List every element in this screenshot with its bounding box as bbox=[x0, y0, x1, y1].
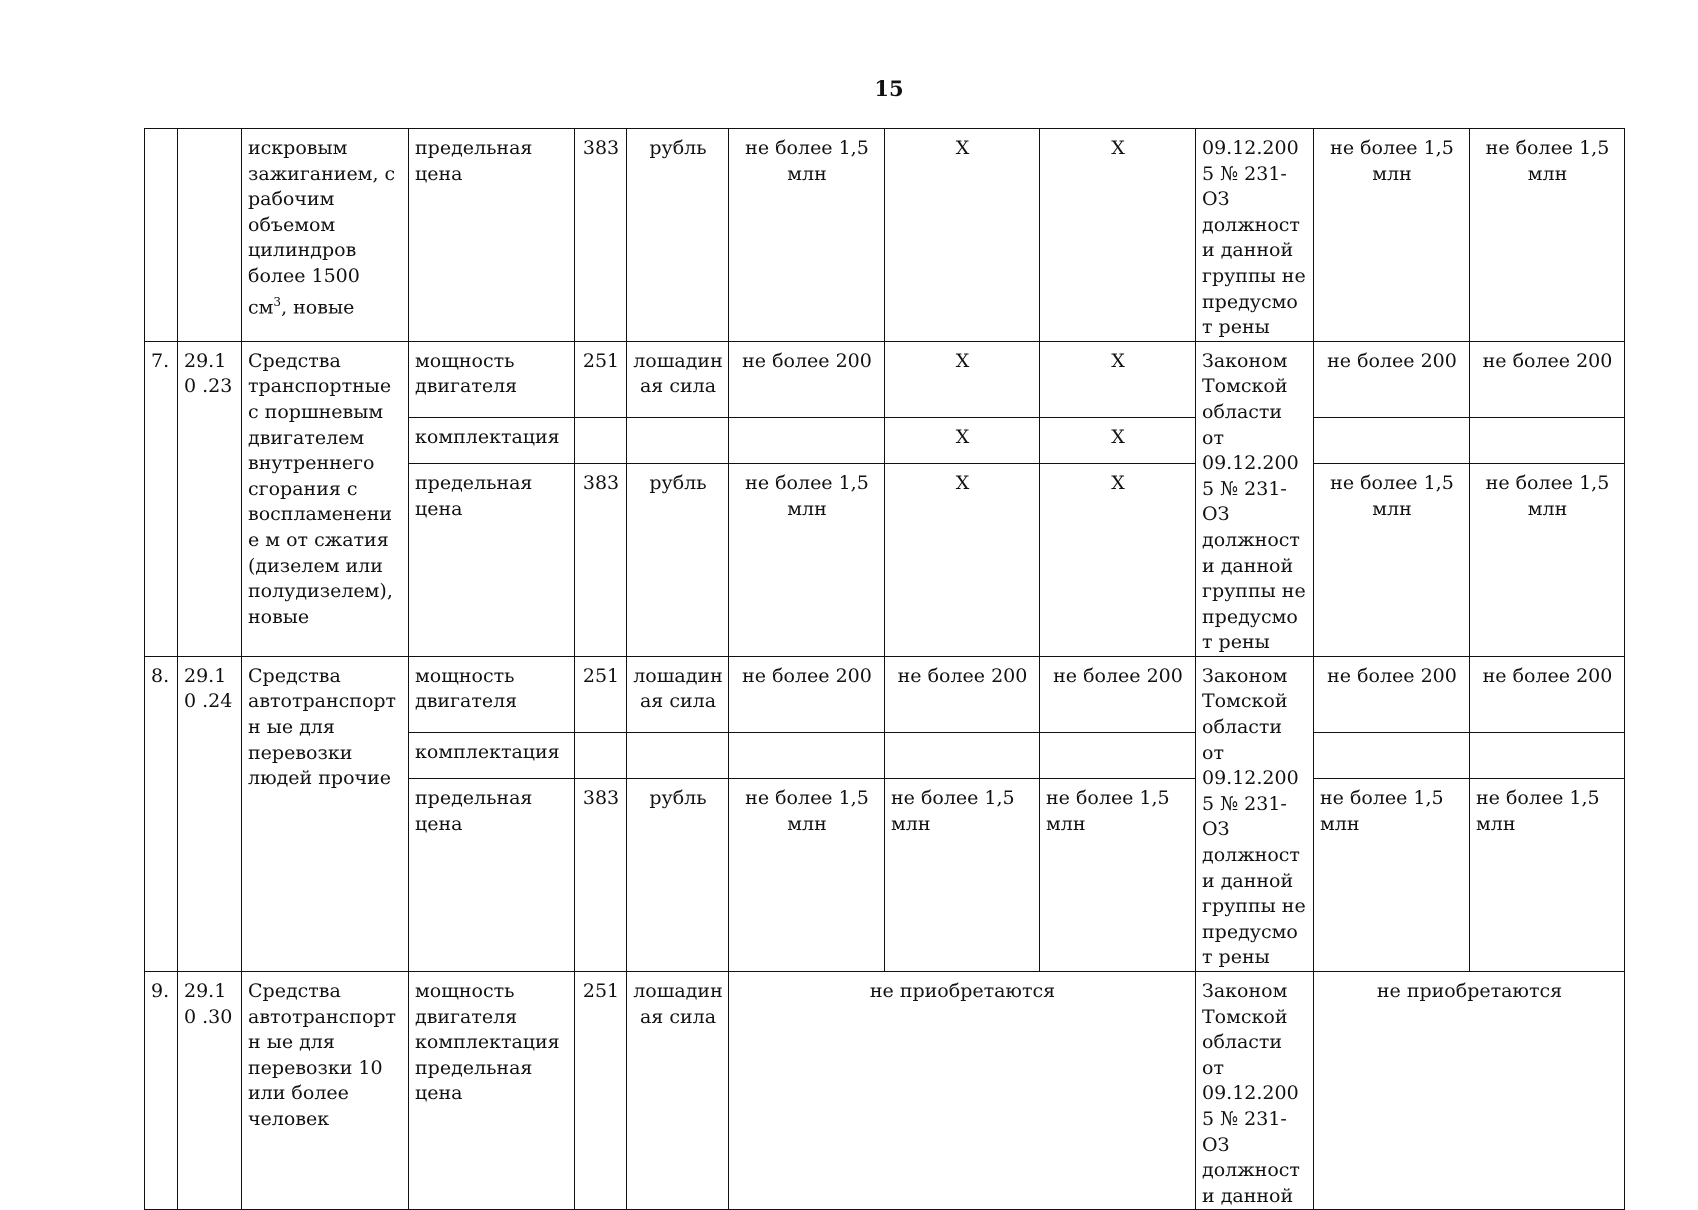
table-row bbox=[145, 656, 1625, 732]
value-cell bbox=[1314, 732, 1470, 778]
not-purchased-cell: не приобретаются bbox=[1314, 972, 1625, 1210]
requirements-table bbox=[144, 128, 1625, 1210]
legal-basis-cell: Законом Томской области от 09.12.2005 № 231-ОЗ должности данной группы не предусмот рены bbox=[1196, 656, 1314, 971]
legal-basis-cell: 09.12.2005 № 231-ОЗ должности данной группы не предусмот рены bbox=[1196, 129, 1314, 342]
item-name-cell: Средства автотранспортн ые для перевозки 10 или более человек bbox=[242, 972, 409, 1210]
value-cell: не более 200 bbox=[885, 656, 1040, 732]
legal-basis-cell: Законом Томской области от 09.12.2005 № 231-ОЗ должности данной bbox=[1196, 972, 1314, 1210]
characteristic-cell: мощность двигателя комплектация предельная цена bbox=[409, 972, 575, 1210]
okei-code-cell: 383 bbox=[575, 129, 627, 342]
okpd-code-cell: 29.10 .23 bbox=[178, 341, 242, 656]
okei-code-cell: 383 bbox=[575, 464, 627, 657]
value-cell: не более 1,5 млн bbox=[1040, 779, 1196, 972]
characteristic-cell: предельная цена bbox=[409, 129, 575, 342]
value-cell bbox=[729, 417, 885, 463]
value-cell: не более 200 bbox=[1470, 341, 1625, 417]
unit-cell: рубль bbox=[627, 464, 729, 657]
value-cell: не более 1,5 млн bbox=[1470, 129, 1625, 342]
table-row bbox=[145, 129, 1625, 342]
value-cell bbox=[885, 732, 1040, 778]
value-cell: не более 1,5 млн bbox=[1314, 129, 1470, 342]
characteristic-cell: предельная цена bbox=[409, 779, 575, 972]
value-cell: Х bbox=[1040, 464, 1196, 657]
characteristic-cell: мощность двигателя bbox=[409, 656, 575, 732]
superscript: 3 bbox=[273, 294, 282, 309]
value-cell: не более 1,5 млн bbox=[1470, 464, 1625, 657]
page-number: 15 bbox=[874, 76, 904, 101]
value-cell: не более 1,5 млн bbox=[729, 779, 885, 972]
value-cell: не более 1,5 млн bbox=[729, 464, 885, 657]
legal-basis-cell: Законом Томской области от 09.12.2005 № 231-ОЗ должности данной группы не предусмот рены bbox=[1196, 341, 1314, 656]
value-cell: не более 200 bbox=[1314, 341, 1470, 417]
okei-code-cell: 383 bbox=[575, 779, 627, 972]
unit-cell: лошадин ая сила bbox=[627, 341, 729, 417]
row-number-cell bbox=[145, 129, 178, 342]
value-cell: не более 1,5 млн bbox=[885, 779, 1040, 972]
table-row bbox=[145, 972, 1625, 1210]
table-row bbox=[145, 341, 1625, 417]
unit-cell bbox=[627, 732, 729, 778]
row-number-cell: 7. bbox=[145, 341, 178, 656]
okei-code-cell bbox=[575, 417, 627, 463]
value-cell: не более 200 bbox=[1314, 656, 1470, 732]
okei-code-cell: 251 bbox=[575, 341, 627, 417]
row-number-cell: 8. bbox=[145, 656, 178, 971]
value-cell bbox=[1470, 417, 1625, 463]
value-cell: Х bbox=[885, 129, 1040, 342]
value-cell: Х bbox=[1040, 129, 1196, 342]
value-cell: не более 200 bbox=[1040, 656, 1196, 732]
unit-cell bbox=[627, 417, 729, 463]
value-cell: Х bbox=[1040, 417, 1196, 463]
okei-code-cell: 251 bbox=[575, 656, 627, 732]
value-cell bbox=[729, 732, 885, 778]
value-cell bbox=[1470, 732, 1625, 778]
characteristic-cell: мощность двигателя bbox=[409, 341, 575, 417]
value-cell: Х bbox=[885, 417, 1040, 463]
value-cell: не более 200 bbox=[729, 341, 885, 417]
not-purchased-cell: не приобретаются bbox=[729, 972, 1196, 1210]
unit-cell: лошадин ая сила bbox=[627, 972, 729, 1210]
value-cell: Х bbox=[1040, 341, 1196, 417]
value-cell: не более 1,5 млн bbox=[1314, 464, 1470, 657]
value-cell: не более 1,5 млн bbox=[1314, 779, 1470, 972]
item-name-cell: Средства автотранспортн ые для перевозки людей прочие bbox=[242, 656, 409, 971]
value-cell: Х bbox=[885, 464, 1040, 657]
value-cell: не более 1,5 млн bbox=[1470, 779, 1625, 972]
okei-code-cell bbox=[575, 732, 627, 778]
okei-code-cell: 251 bbox=[575, 972, 627, 1210]
value-cell bbox=[1314, 417, 1470, 463]
characteristic-cell: комплектация bbox=[409, 732, 575, 778]
characteristic-cell: предельная цена bbox=[409, 464, 575, 657]
okpd-code-cell: 29.10 .24 bbox=[178, 656, 242, 971]
value-cell: не более 200 bbox=[1470, 656, 1625, 732]
value-cell: Х bbox=[885, 341, 1040, 417]
value-cell bbox=[1040, 732, 1196, 778]
unit-cell: рубль bbox=[627, 129, 729, 342]
unit-cell: лошадин ая сила bbox=[627, 656, 729, 732]
unit-cell: рубль bbox=[627, 779, 729, 972]
okpd-code-cell bbox=[178, 129, 242, 342]
value-cell: не более 1,5 млн bbox=[729, 129, 885, 342]
okpd-code-cell: 29.10 .30 bbox=[178, 972, 242, 1210]
value-cell: не более 200 bbox=[729, 656, 885, 732]
item-name-cell: искровым зажиганием, с рабочим объемом цилиндров более 1500 $см^3$, новые bbox=[242, 129, 409, 342]
characteristic-cell: комплектация bbox=[409, 417, 575, 463]
row-number-cell: 9. bbox=[145, 972, 178, 1210]
item-name-cell: Средства транспортные с поршневым двигателем внутреннего сгорания с воспламенение м от сжатия (дизелем или полудизелем), новые bbox=[242, 341, 409, 656]
